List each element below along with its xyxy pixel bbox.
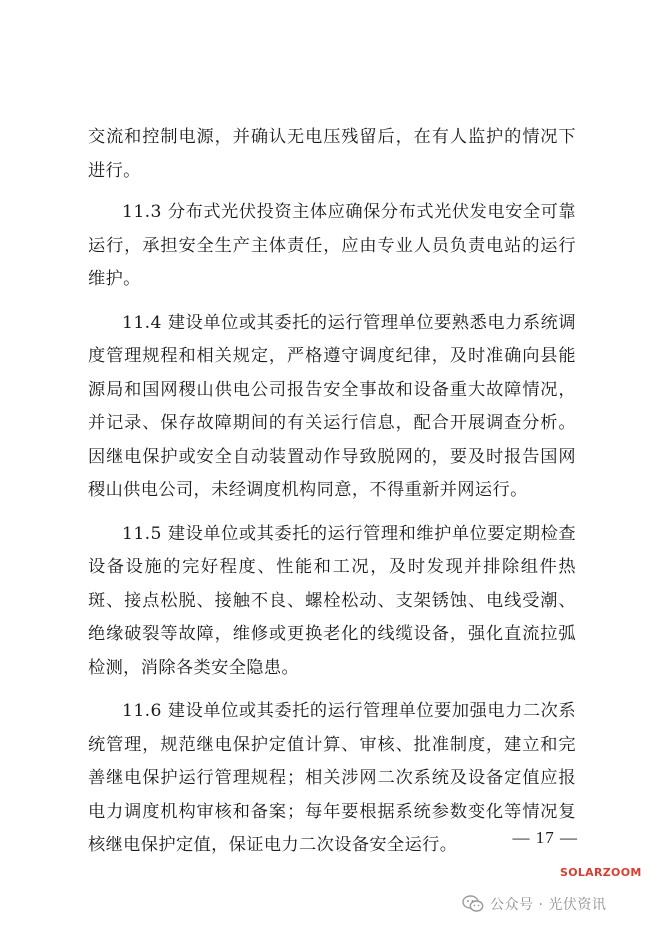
page-number: — 17 — <box>512 828 578 847</box>
paragraph-11-4: 11.4 建设单位或其委托的运行管理单位要熟悉电力系统调度管理规程和相关规定，严格遵守调度纪律，及时准确向县能源局和国网稷山供电公司报告安全事故和设备重大故障情况，并记录、保存故障期间的有关运行信息，配合开展调查分析。因继电保护或安全自动装置动作导致脱网的，要及时报告国网稷山供电公司，未经调度机构同意，不得重新并网运行。 <box>88 312 576 500</box>
paragraph-11-5: 11.5 建设单位或其委托的运行管理和维护单位要定期检查设备设施的完好程度、性能和工况，及时发现并排除组件热斑、接点松脱、接触不良、螺栓松动、支架锈蚀、电线受潮、绝缘破裂等故障，维修或更换老化的线缆设备，强化直流拉弧检测，消除各类安全隐患。 <box>88 523 576 678</box>
document-body <box>88 121 576 863</box>
wechat-icon <box>462 895 484 913</box>
paragraph-11-3: 11.3 分布式光伏投资主体应确保分布式光伏发电安全可靠运行，承担安全生产主体责任，应由专业人员负责电站的运行维护。 <box>88 202 576 289</box>
watermark-text: 公众号 · 光伏资讯 <box>490 897 607 913</box>
paragraph-11-6: 11.6 建设单位或其委托的运行管理单位要加强电力二次系统管理，规范继电保护定值计算、审核、批准制度，建立和完善继电保护运行管理规程；相关涉网二次系统及设备定值应报电力调度机构审核和备案；每年要根据系统参数变化等情况复核继电保护定值，保证电力二次设备安全运行。 <box>88 701 576 855</box>
logo-text: SOLARZOOM <box>560 866 642 879</box>
watermark <box>462 886 652 922</box>
solarzoom-logo <box>560 866 642 879</box>
paragraph-continuation: 交流和控制电源，并确认无电压残留后，在有人监护的情况下进行。 <box>88 127 576 181</box>
